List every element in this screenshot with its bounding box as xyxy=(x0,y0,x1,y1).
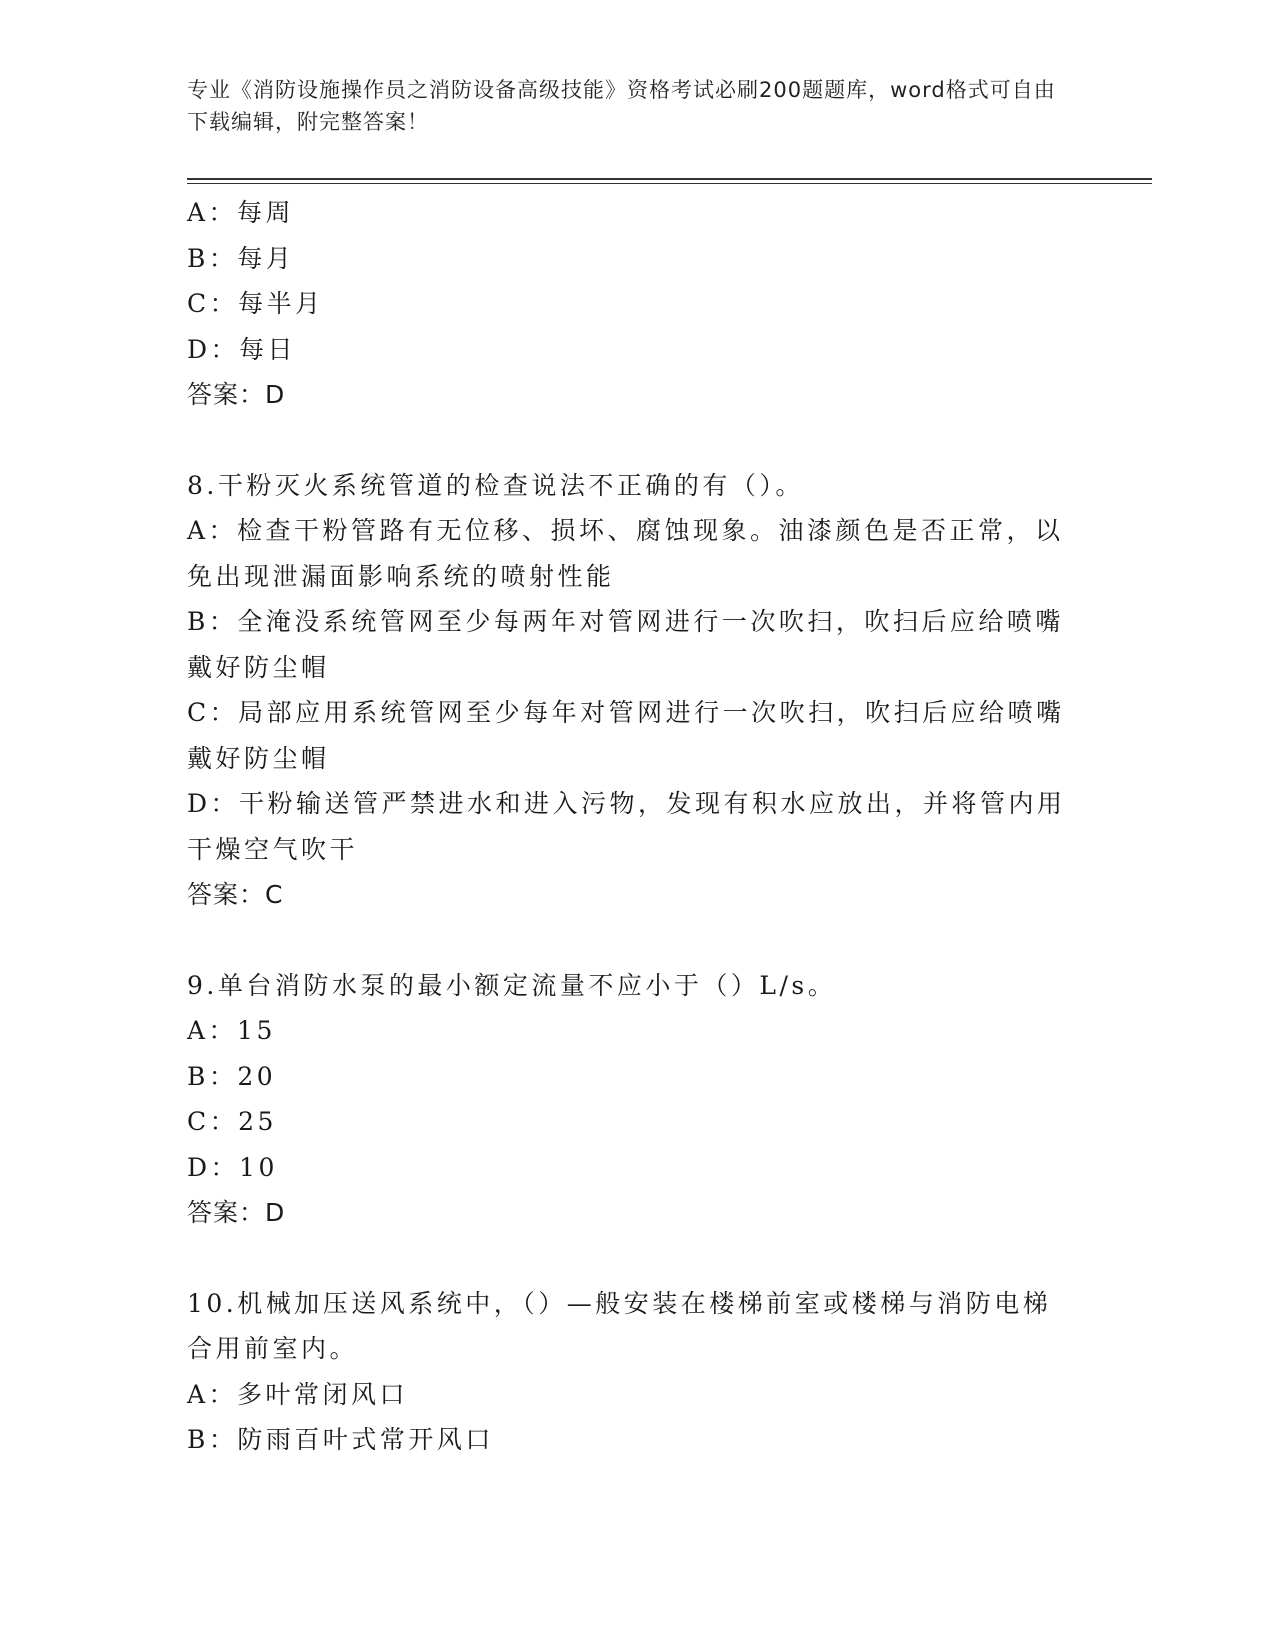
option-a: A：多叶常闭风口 xyxy=(187,1379,409,1409)
option-b: B：防雨百叶式常开风口 xyxy=(187,1425,494,1454)
question-block-8 xyxy=(187,463,1067,918)
option-b: B：每月 xyxy=(187,243,295,273)
option-a: A：每周 xyxy=(187,198,295,227)
answer-label: 答案：D xyxy=(187,1198,286,1227)
question-text: 10.机械加压送风系统中，（）—般安装在楼梯前室或楼梯与消防电梯合用前室内。 xyxy=(187,1288,1052,1363)
option-a: A：15 xyxy=(187,1016,276,1045)
option-d: D：10 xyxy=(187,1152,278,1182)
question-text: 9.单台消防水泵的最小额定流量不应小于（）L/s。 xyxy=(187,970,837,1000)
question-block-7 xyxy=(187,190,1067,418)
option-d: D：每日 xyxy=(187,334,297,364)
question-block-10 xyxy=(187,1281,1067,1463)
question-block-9 xyxy=(187,963,1067,1236)
question-text: 8.干粉灭火系统管道的检查说法不正确的有（）。 xyxy=(187,470,804,500)
option-c: C：局部应用系统管网至少每年对管网进行一次吹扫，吹扫后应给喷嘴戴好防尘帽 xyxy=(187,698,1065,773)
option-c: C：25 xyxy=(187,1107,277,1136)
option-d: D：干粉输送管严禁进水和进入污物，发现有积水应放出，并将管内用干燥空气吹干 xyxy=(187,789,1066,864)
question-content xyxy=(187,190,1067,1463)
answer-label: 答案：C xyxy=(187,880,284,909)
option-b: B：20 xyxy=(187,1061,277,1091)
header-divider-thick xyxy=(187,178,1152,180)
option-a: A：检查干粉管路有无位移、损坏、腐蚀现象。油漆颜色是否正常，以免出现泄漏面影响系统的喷射性能 xyxy=(187,516,1064,591)
option-c: C：每半月 xyxy=(187,289,324,318)
option-b: B：全淹没系统管网至少每两年对管网进行一次吹扫，吹扫后应给喷嘴戴好防尘帽 xyxy=(187,607,1064,682)
header-divider-thin xyxy=(187,183,1152,184)
document-header: 专业《消防设施操作员之消防设备高级技能》资格考试必刷200题题库，word格式可自由下载编辑，附完整答案！ xyxy=(187,78,1056,134)
answer-label: 答案：D xyxy=(187,380,286,409)
